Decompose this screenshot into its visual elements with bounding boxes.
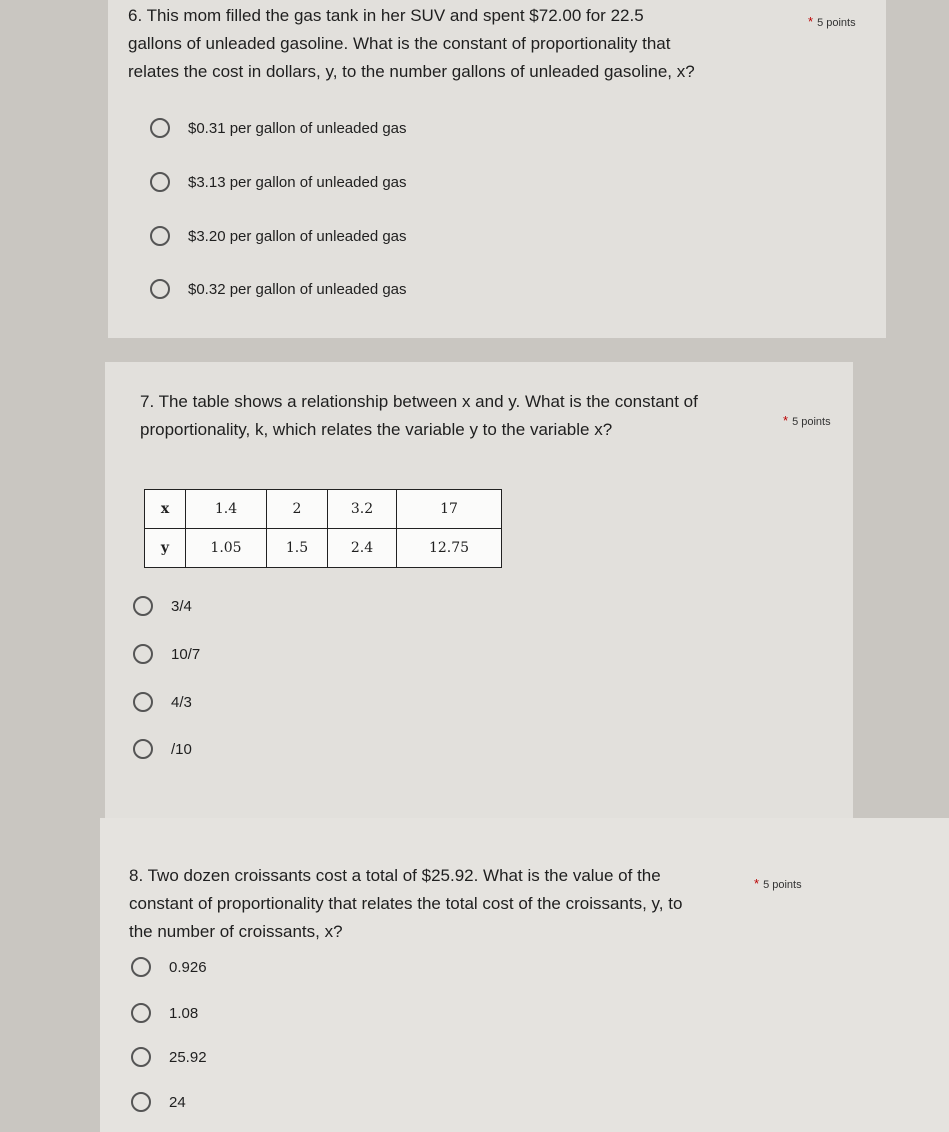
radio-button[interactable] — [133, 739, 153, 759]
table-cell: 17 — [397, 490, 502, 529]
required-asterisk: * — [808, 14, 814, 29]
question-8-points: * 5 points — [754, 876, 802, 891]
radio-button[interactable] — [131, 1092, 151, 1112]
question-6-text: 6. This mom filled the gas tank in her SUV and spent $72.00 for 22.5 gallons of unleaded gasoline. What is the constant of proportionality that relates the cost in dollars, y, to the number gallons of unleaded gasoline, x? — [128, 6, 695, 81]
radio-button[interactable] — [131, 1003, 151, 1023]
table-cell: 2 — [267, 490, 328, 529]
radio-button[interactable] — [133, 596, 153, 616]
table-cell: 3.2 — [328, 490, 397, 529]
q8-option-1[interactable]: 0.926 — [131, 957, 207, 977]
table-cell: 1.5 — [267, 529, 328, 568]
required-asterisk: * — [754, 876, 760, 891]
radio-button[interactable] — [131, 957, 151, 977]
table-header-y: y — [145, 529, 186, 568]
q7-option-4[interactable]: /10 — [133, 739, 192, 759]
xy-table — [144, 489, 502, 568]
question-8-text: 8. Two dozen croissants cost a total of $25.92. What is the value of the constant of proportionality that relates the total cost of the croissants, y, to the number of croissants, x? — [129, 866, 683, 941]
table-header-x: x — [145, 490, 186, 529]
q7-option-1[interactable]: 3/4 — [133, 596, 192, 616]
q7-option-2[interactable]: 10/7 — [133, 644, 200, 664]
table-cell: 2.4 — [328, 529, 397, 568]
q6-option-3[interactable]: $3.20 per gallon of unleaded gas — [150, 226, 407, 246]
q7-option-3[interactable]: 4/3 — [133, 692, 192, 712]
radio-button[interactable] — [150, 172, 170, 192]
question-6-points: * 5 points — [808, 14, 856, 29]
q8-option-4[interactable]: 24 — [131, 1092, 186, 1112]
question-7-points: * 5 points — [783, 413, 831, 428]
radio-button[interactable] — [150, 226, 170, 246]
q6-option-2[interactable]: $3.13 per gallon of unleaded gas — [150, 172, 407, 192]
question-7-text: 7. The table shows a relationship between x and y. What is the constant of proportionality, k, which relates the variable y to the variable x? — [140, 392, 698, 439]
table-cell: 1.05 — [186, 529, 267, 568]
radio-button[interactable] — [133, 692, 153, 712]
table-cell: 1.4 — [186, 490, 267, 529]
q8-option-2[interactable]: 1.08 — [131, 1003, 198, 1023]
table-row-y — [145, 529, 502, 568]
q6-option-1[interactable]: $0.31 per gallon of unleaded gas — [150, 118, 407, 138]
q8-option-3[interactable]: 25.92 — [131, 1047, 207, 1067]
table-cell: 12.75 — [397, 529, 502, 568]
q6-option-4[interactable]: $0.32 per gallon of unleaded gas — [150, 279, 407, 299]
radio-button[interactable] — [133, 644, 153, 664]
required-asterisk: * — [783, 413, 789, 428]
radio-button[interactable] — [131, 1047, 151, 1067]
radio-button[interactable] — [150, 118, 170, 138]
radio-button[interactable] — [150, 279, 170, 299]
table-row-x — [145, 490, 502, 529]
